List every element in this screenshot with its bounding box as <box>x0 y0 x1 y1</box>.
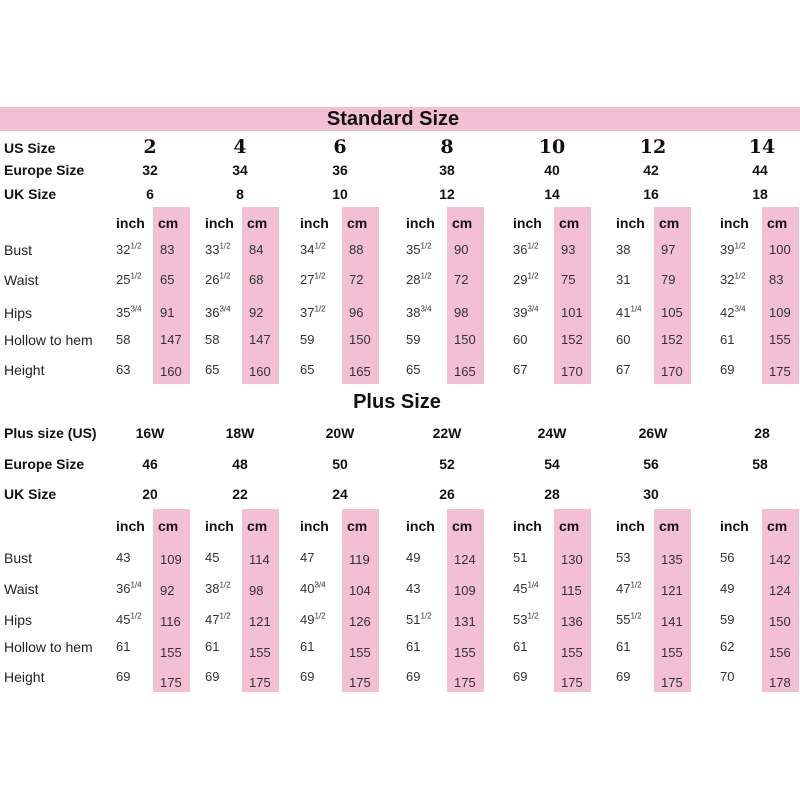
cm-value: 175 <box>561 675 583 690</box>
cm-column-stripe <box>342 207 379 384</box>
measurement-label: Bust <box>4 242 33 258</box>
cm-value: 72 <box>349 272 364 287</box>
measurement-label: Waist <box>4 272 39 288</box>
inch-unit-label: inch <box>116 215 145 231</box>
cm-value: 83 <box>769 272 784 287</box>
inch-fraction: 3/4 <box>527 304 539 314</box>
inch-value: 43 <box>406 581 421 596</box>
inch-fraction: 1/2 <box>130 241 142 251</box>
cm-value: 150 <box>454 332 476 347</box>
cm-column-stripe <box>654 509 691 692</box>
inch-fraction: 1/2 <box>219 580 231 590</box>
us-size-value: 4 <box>233 136 247 158</box>
inch-value: $42^{3/4}$ <box>720 304 746 320</box>
inch-value: 61 <box>300 639 315 654</box>
cm-value: 178 <box>769 675 791 690</box>
cm-column-stripe <box>762 509 799 692</box>
cm-unit-label: cm <box>767 518 788 534</box>
inch-fraction: 1/2 <box>630 580 642 590</box>
cm-value: 150 <box>349 332 371 347</box>
cm-value: 131 <box>454 614 476 629</box>
uk-size-value: 24 <box>332 486 348 502</box>
europe-size-value: 34 <box>232 162 248 178</box>
inch-fraction: 1/2 <box>527 241 539 251</box>
inch-unit-label: inch <box>616 518 645 534</box>
europe-size-value: 52 <box>439 456 455 472</box>
uk-size-value: 26 <box>439 486 455 502</box>
cm-unit-label: cm <box>347 215 368 231</box>
inch-value: $53^{1/2}$ <box>513 611 539 627</box>
cm-value: 142 <box>769 552 791 567</box>
europe-size-value: 40 <box>544 162 560 178</box>
size-header-label: Europe Size <box>4 162 85 178</box>
cm-column-stripe <box>762 207 799 384</box>
cm-value: 98 <box>249 583 264 598</box>
uk-size-value: 28 <box>544 486 560 502</box>
inch-value: $36^{1/2}$ <box>513 241 539 257</box>
uk-size-value: 12 <box>439 186 455 202</box>
size-header-label: US Size <box>4 140 56 156</box>
cm-value: 160 <box>160 364 182 379</box>
cm-value: 155 <box>249 645 271 660</box>
measurement-label: Hips <box>4 612 33 628</box>
inch-value: $39^{1/2}$ <box>720 241 746 257</box>
inch-value: 67 <box>513 362 528 377</box>
cm-value: 104 <box>349 583 371 598</box>
measurement-label: Bust <box>4 550 33 566</box>
us-size-value: 16W <box>135 425 165 441</box>
inch-unit-label: inch <box>513 215 542 231</box>
inch-fraction: 3/4 <box>420 304 432 314</box>
cm-value: 175 <box>349 675 371 690</box>
cm-value: 115 <box>561 583 582 598</box>
inch-fraction: 1/4 <box>527 580 539 590</box>
size-header-label: UK Size <box>4 186 57 202</box>
inch-fraction: 3/4 <box>734 304 746 314</box>
inch-value: 31 <box>616 272 631 287</box>
europe-size-value: 32 <box>142 162 158 178</box>
cm-value: 121 <box>661 583 683 598</box>
cm-value: 109 <box>160 552 182 567</box>
measurement-label: Waist <box>4 581 39 597</box>
inch-unit-label: inch <box>406 518 435 534</box>
us-size-value: 12 <box>639 136 667 158</box>
cm-column-stripe <box>153 207 190 384</box>
cm-value: 124 <box>454 552 476 567</box>
inch-unit-label: inch <box>205 215 234 231</box>
inch-value: 38 <box>616 242 631 257</box>
inch-value: 70 <box>720 669 735 684</box>
cm-value: 175 <box>769 364 791 379</box>
cm-unit-label: cm <box>158 215 179 231</box>
europe-size-value: 54 <box>544 456 560 472</box>
cm-unit-label: cm <box>767 215 788 231</box>
cm-value: 109 <box>769 305 791 320</box>
cm-value: 152 <box>561 332 583 347</box>
cm-value: 109 <box>454 583 476 598</box>
cm-value: 83 <box>160 242 175 257</box>
inch-fraction: 1/4 <box>630 304 642 314</box>
inch-value: 51 <box>513 550 528 565</box>
us-size-value: 8 <box>440 136 454 158</box>
cm-value: 92 <box>160 583 175 598</box>
inch-fraction: 1/2 <box>314 271 326 281</box>
inch-value: 69 <box>116 669 131 684</box>
us-size-value: 20W <box>325 425 355 441</box>
inch-value: 61 <box>720 332 735 347</box>
inch-value: $38^{3/4}$ <box>406 304 432 320</box>
cm-column-stripe <box>153 509 190 692</box>
inch-fraction: 3/4 <box>314 580 326 590</box>
cm-value: 88 <box>349 242 364 257</box>
cm-column-stripe <box>654 207 691 384</box>
cm-column-stripe <box>554 207 591 384</box>
cm-value: 98 <box>454 305 469 320</box>
inch-value: $35^{1/2}$ <box>406 241 432 257</box>
inch-value: $28^{1/2}$ <box>406 271 432 287</box>
inch-fraction: 1/2 <box>219 271 231 281</box>
uk-size-value: 6 <box>146 186 154 202</box>
cm-column-stripe <box>242 509 279 692</box>
cm-column-stripe <box>447 509 484 692</box>
inch-value: 58 <box>116 332 131 347</box>
cm-value: 155 <box>661 645 683 660</box>
cm-unit-label: cm <box>559 215 580 231</box>
inch-value: $25^{1/2}$ <box>116 271 142 287</box>
cm-value: 155 <box>561 645 583 660</box>
inch-value: 47 <box>300 550 315 565</box>
cm-value: 96 <box>349 305 364 320</box>
cm-value: 114 <box>249 552 270 567</box>
inch-fraction: 1/2 <box>130 271 142 281</box>
inch-unit-label: inch <box>300 215 329 231</box>
inch-value: 69 <box>616 669 631 684</box>
cm-value: 121 <box>249 614 271 629</box>
uk-size-value: 18 <box>752 186 768 202</box>
us-size-value: 6 <box>333 136 347 158</box>
inch-value: 49 <box>720 581 735 596</box>
inch-unit-label: inch <box>406 215 435 231</box>
cm-value: 175 <box>661 675 683 690</box>
inch-value: $32^{1/2}$ <box>720 271 746 287</box>
inch-value: $38^{1/2}$ <box>205 580 231 596</box>
inch-value: $47^{1/2}$ <box>205 611 231 627</box>
cm-value: 90 <box>454 242 469 257</box>
cm-value: 93 <box>561 242 576 257</box>
inch-unit-label: inch <box>116 518 145 534</box>
cm-value: 175 <box>454 675 476 690</box>
size-header-label: Plus size (US) <box>4 425 97 441</box>
inch-value: 63 <box>116 362 131 377</box>
cm-value: 79 <box>661 272 676 287</box>
us-size-value: 26W <box>638 425 668 441</box>
cm-value: 155 <box>769 332 791 347</box>
us-size-value: 14 <box>748 136 776 158</box>
cm-column-stripe <box>342 509 379 692</box>
europe-size-value: 38 <box>439 162 455 178</box>
inch-value: $39^{3/4}$ <box>513 304 539 320</box>
inch-fraction: 1/2 <box>527 271 539 281</box>
measurement-label: Hips <box>4 305 33 321</box>
inch-value: $55^{1/2}$ <box>616 611 642 627</box>
us-size-value: 24W <box>537 425 567 441</box>
cm-column-stripe <box>554 509 591 692</box>
europe-size-value: 50 <box>332 456 348 472</box>
inch-value: 62 <box>720 639 735 654</box>
inch-value: $37^{1/2}$ <box>300 304 326 320</box>
cm-value: 150 <box>769 614 791 629</box>
uk-size-value: 14 <box>544 186 560 202</box>
inch-value: $34^{1/2}$ <box>300 241 326 257</box>
inch-value: 65 <box>205 362 220 377</box>
inch-value: 49 <box>406 550 421 565</box>
inch-unit-label: inch <box>720 518 749 534</box>
plus-size-title: Plus Size <box>353 391 441 413</box>
cm-value: 155 <box>160 645 182 660</box>
cm-value: 68 <box>249 272 264 287</box>
inch-unit-label: inch <box>616 215 645 231</box>
inch-fraction: 3/4 <box>219 304 231 314</box>
cm-value: 75 <box>561 272 576 287</box>
cm-value: 126 <box>349 614 371 629</box>
europe-size-value: 36 <box>332 162 348 178</box>
cm-value: 91 <box>160 305 175 320</box>
inch-value: 58 <box>205 332 220 347</box>
inch-value: $32^{1/2}$ <box>116 241 142 257</box>
inch-value: 43 <box>116 550 131 565</box>
inch-fraction: 1/2 <box>420 241 432 251</box>
europe-size-value: 46 <box>142 456 158 472</box>
cm-value: 97 <box>661 242 676 257</box>
cm-value: 92 <box>249 305 264 320</box>
cm-unit-label: cm <box>659 518 680 534</box>
inch-value: 53 <box>616 550 631 565</box>
inch-fraction: 1/2 <box>314 611 326 621</box>
cm-value: 170 <box>661 364 683 379</box>
cm-value: 175 <box>160 675 182 690</box>
cm-value: 147 <box>160 332 182 347</box>
inch-value: $35^{3/4}$ <box>116 304 142 320</box>
cm-value: 130 <box>561 552 583 567</box>
cm-value: 155 <box>454 645 476 660</box>
inch-value: 65 <box>406 362 421 377</box>
cm-value: 160 <box>249 364 271 379</box>
us-size-value: 2 <box>143 136 157 158</box>
inch-value: 61 <box>513 639 528 654</box>
inch-unit-label: inch <box>205 518 234 534</box>
uk-size-value: 22 <box>232 486 248 502</box>
inch-fraction: 1/2 <box>420 611 432 621</box>
inch-value: 61 <box>406 639 421 654</box>
cm-value: 170 <box>561 364 583 379</box>
cm-value: 156 <box>769 645 791 660</box>
cm-unit-label: cm <box>158 518 179 534</box>
cm-value: 135 <box>661 552 683 567</box>
inch-value: $29^{1/2}$ <box>513 271 539 287</box>
measurement-label: Hollow to hem <box>4 332 93 348</box>
inch-unit-label: inch <box>300 518 329 534</box>
inch-value: $40^{3/4}$ <box>300 580 326 596</box>
inch-value: $49^{1/2}$ <box>300 611 326 627</box>
inch-unit-label: inch <box>513 518 542 534</box>
cm-value: 147 <box>249 332 271 347</box>
europe-size-value: 44 <box>752 162 768 178</box>
us-size-value: 18W <box>225 425 255 441</box>
cm-value: 65 <box>160 272 175 287</box>
inch-unit-label: inch <box>720 215 749 231</box>
inch-value: 56 <box>720 550 735 565</box>
us-size-value: 22W <box>432 425 462 441</box>
inch-value: $41^{1/4}$ <box>616 304 642 320</box>
inch-fraction: 1/2 <box>734 271 746 281</box>
inch-value: $36^{3/4}$ <box>205 304 231 320</box>
inch-value: $27^{1/2}$ <box>300 271 326 287</box>
inch-value: 59 <box>720 612 735 627</box>
inch-value: $45^{1/4}$ <box>513 580 539 596</box>
uk-size-value: 20 <box>142 486 158 502</box>
inch-value: 69 <box>300 669 315 684</box>
us-size-value: 10 <box>538 136 566 158</box>
inch-value: $36^{1/4}$ <box>116 580 142 596</box>
cm-column-stripe <box>447 207 484 384</box>
inch-value: 67 <box>616 362 631 377</box>
inch-value: 61 <box>116 639 131 654</box>
cm-unit-label: cm <box>452 518 473 534</box>
cm-unit-label: cm <box>559 518 580 534</box>
cm-column-stripe <box>242 207 279 384</box>
uk-size-value: 16 <box>643 186 659 202</box>
inch-value: 69 <box>513 669 528 684</box>
cm-value: 152 <box>661 332 683 347</box>
cm-value: 116 <box>160 614 181 629</box>
inch-value: $51^{1/2}$ <box>406 611 432 627</box>
inch-value: 60 <box>513 332 528 347</box>
inch-value: 65 <box>300 362 315 377</box>
inch-value: 45 <box>205 550 220 565</box>
inch-value: 69 <box>406 669 421 684</box>
inch-fraction: 1/2 <box>314 304 326 314</box>
inch-value: $33^{1/2}$ <box>205 241 231 257</box>
measurement-label: Height <box>4 669 45 685</box>
inch-value: 69 <box>720 362 735 377</box>
cm-value: 155 <box>349 645 371 660</box>
inch-fraction: 1/2 <box>734 241 746 251</box>
inch-fraction: 1/2 <box>420 271 432 281</box>
cm-value: 119 <box>349 552 370 567</box>
inch-fraction: 1/2 <box>130 611 142 621</box>
size-header-label: UK Size <box>4 486 57 502</box>
inch-value: 59 <box>300 332 315 347</box>
measurement-label: Hollow to hem <box>4 639 93 655</box>
inch-fraction: 1/2 <box>630 611 642 621</box>
inch-value: 59 <box>406 332 421 347</box>
cm-value: 136 <box>561 614 583 629</box>
cm-value: 84 <box>249 242 264 257</box>
cm-value: 124 <box>769 583 791 598</box>
cm-value: 105 <box>661 305 683 320</box>
measurement-label: Height <box>4 362 45 378</box>
cm-unit-label: cm <box>659 215 680 231</box>
inch-fraction: 1/2 <box>314 241 326 251</box>
cm-value: 165 <box>454 364 476 379</box>
inch-value: $45^{1/2}$ <box>116 611 142 627</box>
size-header-label: Europe Size <box>4 456 85 472</box>
uk-size-value: 30 <box>643 486 659 502</box>
us-size-value: 28 <box>754 425 770 441</box>
uk-size-value: 10 <box>332 186 348 202</box>
inch-value: $47^{1/2}$ <box>616 580 642 596</box>
inch-fraction: 1/4 <box>130 580 142 590</box>
cm-value: 101 <box>561 305 583 320</box>
inch-value: 61 <box>616 639 631 654</box>
inch-value: 69 <box>205 669 220 684</box>
cm-unit-label: cm <box>247 518 268 534</box>
inch-value: 61 <box>205 639 220 654</box>
inch-value: 60 <box>616 332 631 347</box>
cm-value: 100 <box>769 242 791 257</box>
inch-fraction: 1/2 <box>527 611 539 621</box>
inch-fraction: 3/4 <box>130 304 142 314</box>
standard-size-title: Standard Size <box>326 108 460 130</box>
cm-value: 175 <box>249 675 271 690</box>
inch-value: $26^{1/2}$ <box>205 271 231 287</box>
europe-size-value: 42 <box>643 162 659 178</box>
inch-fraction: 1/2 <box>219 611 231 621</box>
europe-size-value: 48 <box>232 456 248 472</box>
cm-value: 165 <box>349 364 371 379</box>
cm-value: 72 <box>454 272 469 287</box>
cm-unit-label: cm <box>347 518 368 534</box>
inch-fraction: 1/2 <box>219 241 231 251</box>
europe-size-value: 56 <box>643 456 659 472</box>
uk-size-value: 8 <box>236 186 244 202</box>
cm-unit-label: cm <box>247 215 268 231</box>
cm-value: 141 <box>661 614 683 629</box>
europe-size-value: 58 <box>752 456 768 472</box>
cm-unit-label: cm <box>452 215 473 231</box>
